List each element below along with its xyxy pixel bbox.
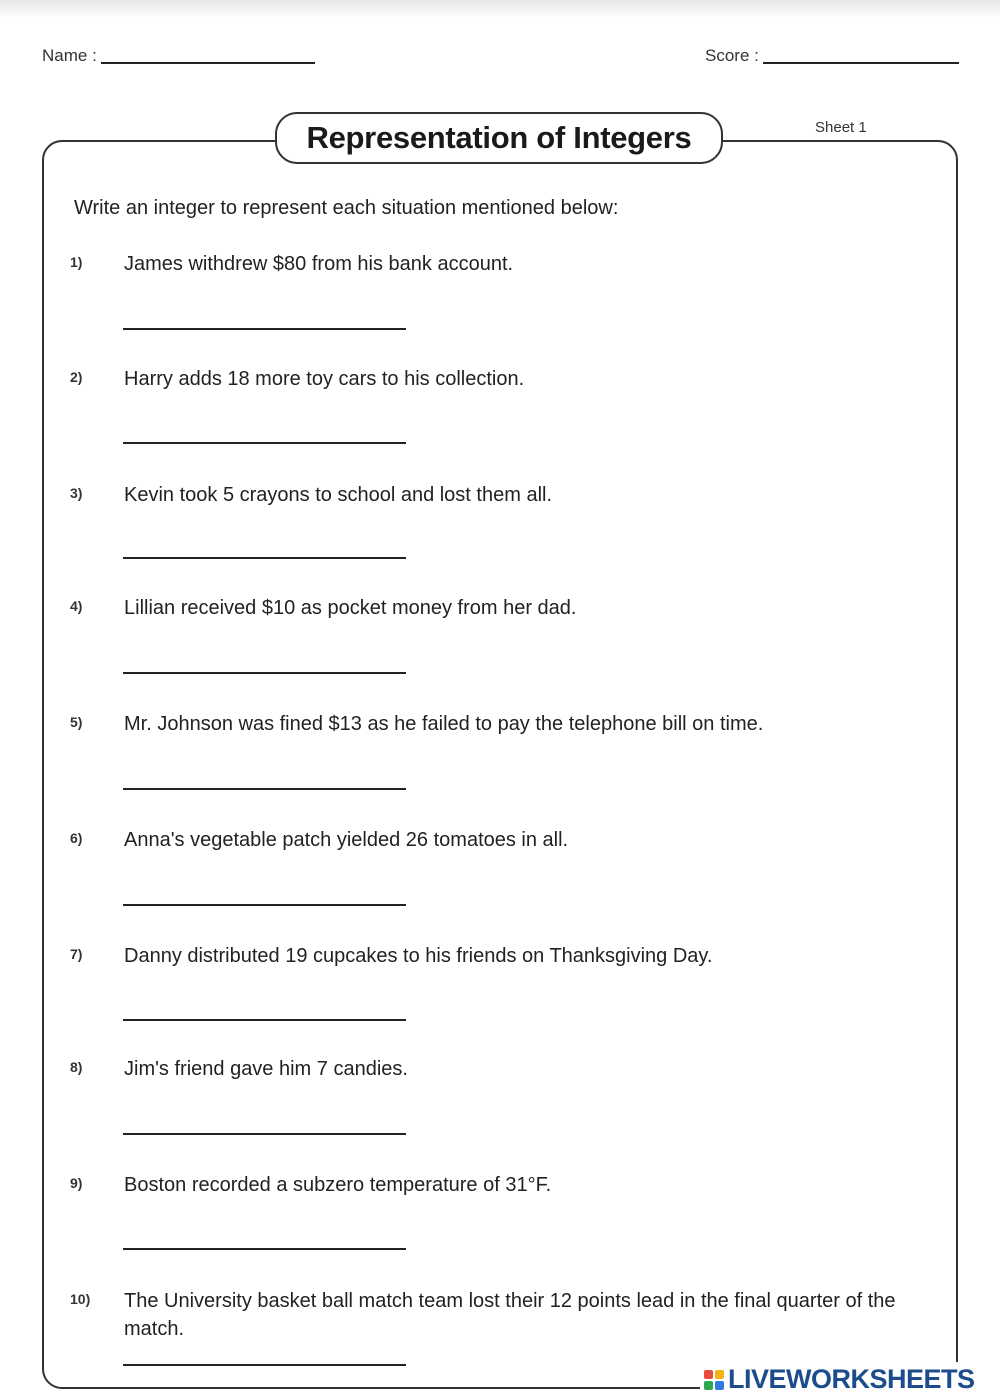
question-number: 2) xyxy=(70,369,83,385)
logo-square-green xyxy=(704,1381,713,1390)
question-text: Jim's friend gave him 7 candies. xyxy=(124,1058,408,1080)
score-label: Score : xyxy=(705,46,759,65)
score-input-line[interactable] xyxy=(763,62,959,64)
liveworksheets-logo xyxy=(700,1362,979,1397)
question-number: 7) xyxy=(70,946,83,962)
logo-square-red xyxy=(704,1370,713,1379)
question-number: 4) xyxy=(70,598,83,614)
answer-line[interactable] xyxy=(123,672,406,674)
question-number: 3) xyxy=(70,485,83,501)
answer-line[interactable] xyxy=(123,1248,406,1250)
score-field xyxy=(705,46,959,66)
liveworksheets-icon xyxy=(704,1370,724,1390)
name-input-line[interactable] xyxy=(101,62,315,64)
question-number: 1) xyxy=(70,254,83,270)
answer-line[interactable] xyxy=(123,557,406,559)
page-title: Representation of Integers xyxy=(275,112,723,164)
logo-square-yellow xyxy=(715,1370,724,1379)
question-text: Anna's vegetable patch yielded 26 tomatoes in all. xyxy=(124,829,569,851)
name-field xyxy=(42,46,315,66)
name-label: Name : xyxy=(42,46,97,65)
question-text: Danny distributed 19 cupcakes to his friends on Thanksgiving Day. xyxy=(124,945,713,967)
brand-text: LIVEWORKSHEETS xyxy=(728,1364,975,1394)
question-number: 6) xyxy=(70,830,83,846)
answer-line[interactable] xyxy=(123,1133,406,1135)
sheet-label: Sheet 1 xyxy=(812,119,870,136)
question-number: 9) xyxy=(70,1175,83,1191)
answer-line[interactable] xyxy=(123,904,406,906)
question-text: Boston recorded a subzero temperature of 31°F. xyxy=(124,1174,552,1196)
question-number: 8) xyxy=(70,1059,83,1075)
question-text: James withdrew $80 from his bank account. xyxy=(124,253,514,275)
instructions: Write an integer to represent each situation mentioned below: xyxy=(74,197,619,219)
question-text: Kevin took 5 crayons to school and lost them all. xyxy=(124,484,553,506)
question-text: Mr. Johnson was fined $13 as he failed to pay the telephone bill on time. xyxy=(124,713,764,735)
answer-line[interactable] xyxy=(123,328,406,330)
question-text: Lillian received $10 as pocket money from her dad. xyxy=(124,597,577,619)
question-number: 5) xyxy=(70,714,83,730)
answer-line[interactable] xyxy=(123,788,406,790)
question-text: Harry adds 18 more toy cars to his collection. xyxy=(124,368,525,390)
question-number: 10) xyxy=(70,1291,91,1307)
top-shadow xyxy=(0,0,1000,18)
answer-line[interactable] xyxy=(123,1019,406,1021)
logo-square-blue xyxy=(715,1381,724,1390)
question-text: The University basket ball match team lost their 12 points lead in the final quarter of the match. xyxy=(124,1290,896,1340)
answer-line[interactable] xyxy=(123,442,406,444)
answer-line[interactable] xyxy=(123,1364,406,1366)
